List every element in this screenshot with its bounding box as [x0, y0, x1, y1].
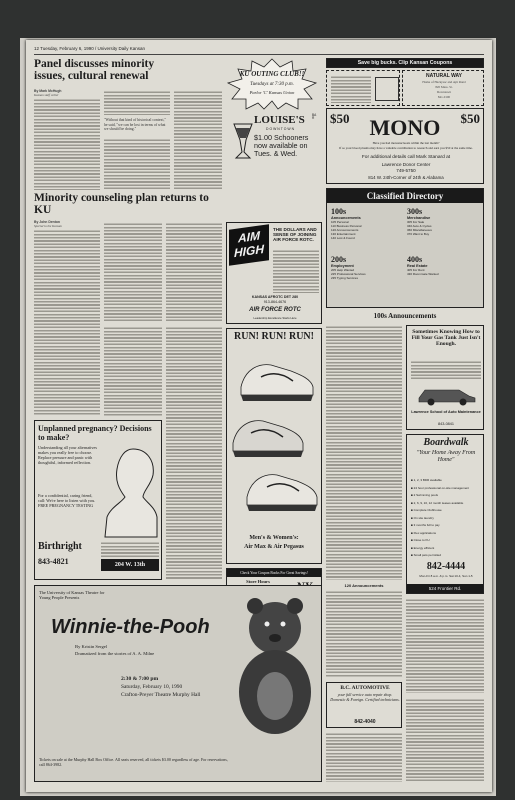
boardwalk-feature: ■ 2 Swimming pools [411, 493, 438, 497]
coupon-left [326, 70, 400, 106]
sometimes-knowing-phone: 843-0841 [437, 422, 455, 426]
classified-column-left [326, 325, 402, 580]
boardwalk-feature: ■ Energy efficient [411, 545, 435, 550]
winnie-tickets: Tickets on sale at the Murphy Hall Box Office. All seats reserved, all tickets $3.00 regardless of age. For reservations, call 864-3982. [39, 758, 228, 767]
run-footer-sub: Air Max & Air Pegasus [244, 544, 304, 550]
birthright-name: Birthright [38, 541, 82, 552]
louises-promo: $1.00 Schooners now available on Tues. & Wed. [254, 133, 309, 158]
ku-outing-club-ad [226, 58, 318, 110]
article1-headline: Panel discusses minority issues, cultural renewal [34, 58, 155, 83]
ku-outing-time: Tuesdays at 7:30 p.m. [250, 82, 294, 87]
classified-400s-item: 430 Roommate Wanted [407, 272, 439, 276]
winnie-date: Saturday, February 10, 1990 [121, 684, 183, 690]
store-hours-title: Store Hours [246, 579, 270, 584]
classified-section-100s [331, 207, 405, 240]
article1-column-2 [104, 138, 170, 190]
article1-column-3 [174, 90, 222, 190]
article2-column-3-cont [166, 326, 222, 580]
silhouette-icon [103, 445, 161, 539]
sneaker-icon [241, 365, 313, 401]
mono-line-2: If so your blood plasma may have a valuable contribution to research and earn you $50 at the same time. [339, 146, 473, 150]
classified-section-200s [331, 255, 405, 280]
ku-outing-place: Parlor 'C' Kansas Union [249, 90, 295, 95]
rotc-phone: 913-864-4676 [263, 300, 287, 304]
run-headline: RUN! RUN! RUN! [234, 331, 314, 342]
article2-byline-role: Special to the Kansan [34, 224, 62, 228]
bc-automotive-title: B.C. AUTOMOTIVE [340, 685, 390, 691]
natural-way-title: NATURAL WAY [425, 73, 463, 79]
boardwalk-feature: ■ 3 months full to pay [411, 523, 440, 527]
classified-200s-name: Employment [331, 264, 354, 268]
sometimes-knowing-body [411, 360, 481, 380]
sometimes-knowing-headline: Sometimes Knowing How to Fill Your Gas Tank Just Isn't Enough. [411, 329, 481, 348]
classified-100s-item: 140 Lost & Found [331, 236, 355, 240]
classified-heading-120: 120 Announcements [344, 583, 384, 588]
classified-column-right-footer [406, 698, 484, 782]
article2-column-2 [104, 222, 162, 322]
coupons-banner: Save big bucks. Clip Kansan Coupons [326, 58, 484, 68]
run-run-run-ad [226, 328, 322, 564]
winnie-presenter: The University of Kansas Theatre for Young People Presents [39, 590, 105, 601]
winnie-venue: Crafton-Preyer Theatre Murphy Hall [121, 692, 201, 698]
mono-line-5: 749-5750 [396, 168, 416, 173]
birthright-ad [34, 420, 162, 580]
classified-title: Classified Directory [327, 189, 483, 203]
natural-way-line-4: 841-0100 [437, 95, 451, 99]
sneaker-icons [231, 347, 319, 527]
article1-pull-quote: "Without that kind of historical context," he said, "we can be lost in terms of what we should be doing." [104, 118, 166, 132]
coupon-left-logo [375, 77, 399, 101]
boardwalk-feature: ■ Close to KU [411, 538, 430, 542]
classified-300s-item: 305 For Sale [407, 220, 425, 224]
article1-column-1 [34, 98, 100, 190]
run-footer-title: Men's & Women's: [249, 535, 299, 541]
mono-price-left: $50 [330, 111, 350, 126]
winnie-author: By Kristin Sergel [75, 644, 108, 649]
high-text: HIGH [234, 241, 264, 261]
wine-glass-icon [232, 122, 254, 160]
winnie-time: 2:30 & 7:00 pm [121, 676, 159, 682]
louises-name: LOUISE'S [254, 114, 305, 126]
page-folio: 12 Tuesday, February 6, 1990 / University Daily Kansan [34, 46, 145, 51]
classified-section-400s [407, 255, 481, 276]
mono-line-1: Have you had mononucleosis within the last month? [372, 141, 440, 145]
sneaker-icon [247, 475, 317, 511]
newspaper-page [26, 40, 492, 792]
mono-title: MONO [369, 115, 441, 140]
classified-300s-name: Merchandise [407, 216, 431, 220]
article1-column-2-top [104, 90, 170, 115]
classified-column-right-bottom [406, 598, 484, 693]
car-icon [415, 384, 477, 406]
natural-way-line-3: Downtown [436, 90, 452, 94]
classified-300s-item: 340 Auto & Cycles [407, 224, 432, 228]
boardwalk-phone: 842-4444 [426, 561, 466, 572]
classified-200s-item: 205 Help Wanted [331, 268, 355, 272]
classified-100s-item: 120 Announcements [331, 228, 359, 232]
boardwalk-address: 524 Frontier Rd. [407, 584, 483, 593]
louises-ad [226, 112, 318, 168]
aim-text: AIM [238, 228, 260, 246]
mono-price-right: $50 [460, 111, 480, 126]
natural-way-ad [402, 70, 484, 106]
birthright-body: Understanding all your alternatives makes you really free to choose. Replace pressure and panic with thoughtful, informed reflection. [38, 445, 97, 465]
article2-column-3 [166, 222, 222, 322]
boardwalk-features [411, 477, 483, 560]
sometimes-knowing-ad [406, 325, 484, 430]
birthright-hours [101, 541, 159, 557]
classified-100s-num: 100s [331, 207, 347, 216]
birthright-headline: Unplanned pregnancy? Decisions to make? [38, 424, 152, 442]
boardwalk-feature: ■ Small pets permitted [411, 553, 441, 557]
classified-100s-item: 110 Business Personal [331, 224, 362, 228]
bc-automotive-ad [326, 682, 402, 728]
article2-column-2-cont [104, 326, 162, 416]
louises-bar: BAR [312, 113, 317, 121]
aim-high-graphic [229, 224, 269, 266]
natural-way-line-1: Home of Hackysac and Ayn Rand [422, 80, 466, 84]
mono-line-6: 814 W. 24th-Corner of 24th & Alabama [368, 175, 444, 180]
coupon-left-text [331, 75, 371, 103]
classified-100s-item: 130 Entertainment [331, 232, 356, 236]
classified-300s-item: 370 Want to Buy [407, 232, 430, 236]
boardwalk-feature: ■ Flex applications [411, 530, 436, 535]
sometimes-knowing-name: Lawrence School of Auto Maintenance [411, 410, 481, 414]
rotc-tagline: Leadership Excellence Starts Here [253, 316, 297, 320]
winnie-dramatized: Dramatized from the stories of A. A. Milne [75, 651, 155, 656]
classified-400s-num: 400s [407, 255, 423, 264]
rotc-logo: AIR FORCE ROTC [249, 307, 301, 313]
classified-100s-name: Announcements [331, 216, 361, 220]
boardwalk-feature: ■ 2, 6, 9, 10, 12 month leases available [411, 500, 464, 505]
article1-byline-role: Kansan staff writer [34, 93, 59, 97]
article2-column-1 [34, 229, 100, 415]
boardwalk-ad [406, 434, 484, 594]
natural-way-line-2: 820 Mass. St. [435, 85, 453, 89]
classified-200s-num: 200s [331, 255, 347, 264]
sneaker-icon [233, 421, 303, 457]
classified-300s-item: 360 Miscellaneous [407, 228, 432, 232]
rotc-body [273, 249, 319, 293]
boardwalk-title: Boardwalk [423, 437, 469, 448]
announcements-heading: 100s Announcements [373, 312, 437, 320]
classified-400s-item: 405 For Rent [407, 268, 425, 272]
classified-200s-item: 225 Professional Services [331, 272, 366, 276]
bc-automotive-phone: 842-4040 [354, 719, 376, 725]
boardwalk-hours: Mon-Fri 8 a.m.-6 p.m. Sat 10-4, Sun 1-5 [419, 574, 473, 578]
article1-byline: By Mark McHugh [34, 89, 62, 93]
mono-ad [326, 108, 484, 184]
boardwalk-subtitle: "Your Home Away From Home" [416, 450, 476, 463]
classified-directory [326, 188, 484, 308]
winnie-title: Winnie-the-Pooh [51, 616, 210, 638]
classified-100s-item: 105 Personal [331, 220, 349, 224]
birthright-address: 204 W. 13th [101, 559, 159, 571]
classified-400s-name: Real Estate [407, 264, 428, 268]
air-force-rotc-ad [226, 222, 322, 324]
boardwalk-feature: ■ On site laundry [411, 515, 434, 520]
boardwalk-feature: ■ 1, 2, 3 BDR available [411, 478, 442, 482]
birthright-phone: 843-4821 [38, 557, 69, 566]
rotc-headline: THE DOLLARS AND SENSE OF JOINING AIR FORCE ROTC. [273, 227, 317, 243]
classified-column-left-bottom [326, 590, 402, 678]
classified-column-footer [326, 732, 402, 782]
winnie-the-pooh-ad [34, 585, 322, 782]
bc-automotive-body: your full service auto repair shop. Domestic & Foreign. Certified technicians. [330, 692, 400, 702]
mono-line-3: For additional details call Mark Stanard at [361, 155, 451, 160]
boardwalk-feature: ■ 24 hour professional on-site management [411, 485, 470, 490]
article2-byline: By John Denton [34, 220, 60, 224]
top-rule [34, 54, 484, 55]
birthright-confidential: For a confidential, caring friend, call: We're here to listen with you. FREE PREGNANCY TESTING [38, 493, 96, 508]
classified-section-300s [407, 207, 481, 236]
boardwalk-feature: ■ Complete Clubhouse [411, 508, 442, 512]
article2-headline: Minority counseling plan returns to KU [34, 192, 209, 217]
classified-200s-item: 235 Typing Services [331, 276, 358, 280]
classified-300s-num: 300s [407, 207, 423, 216]
louises-sub: DOWNTOWN [266, 127, 296, 131]
rotc-contact: KANSAS AFROTC DET 280 [251, 295, 299, 299]
store-coupon-line: Check Your Coupon Books For Great Savings! [227, 569, 321, 577]
pooh-bear-icon [229, 592, 319, 742]
mono-line-4: Lawrence Donor Center [381, 162, 431, 167]
ku-outing-title: KU OUTING CLUB!! [239, 70, 305, 78]
